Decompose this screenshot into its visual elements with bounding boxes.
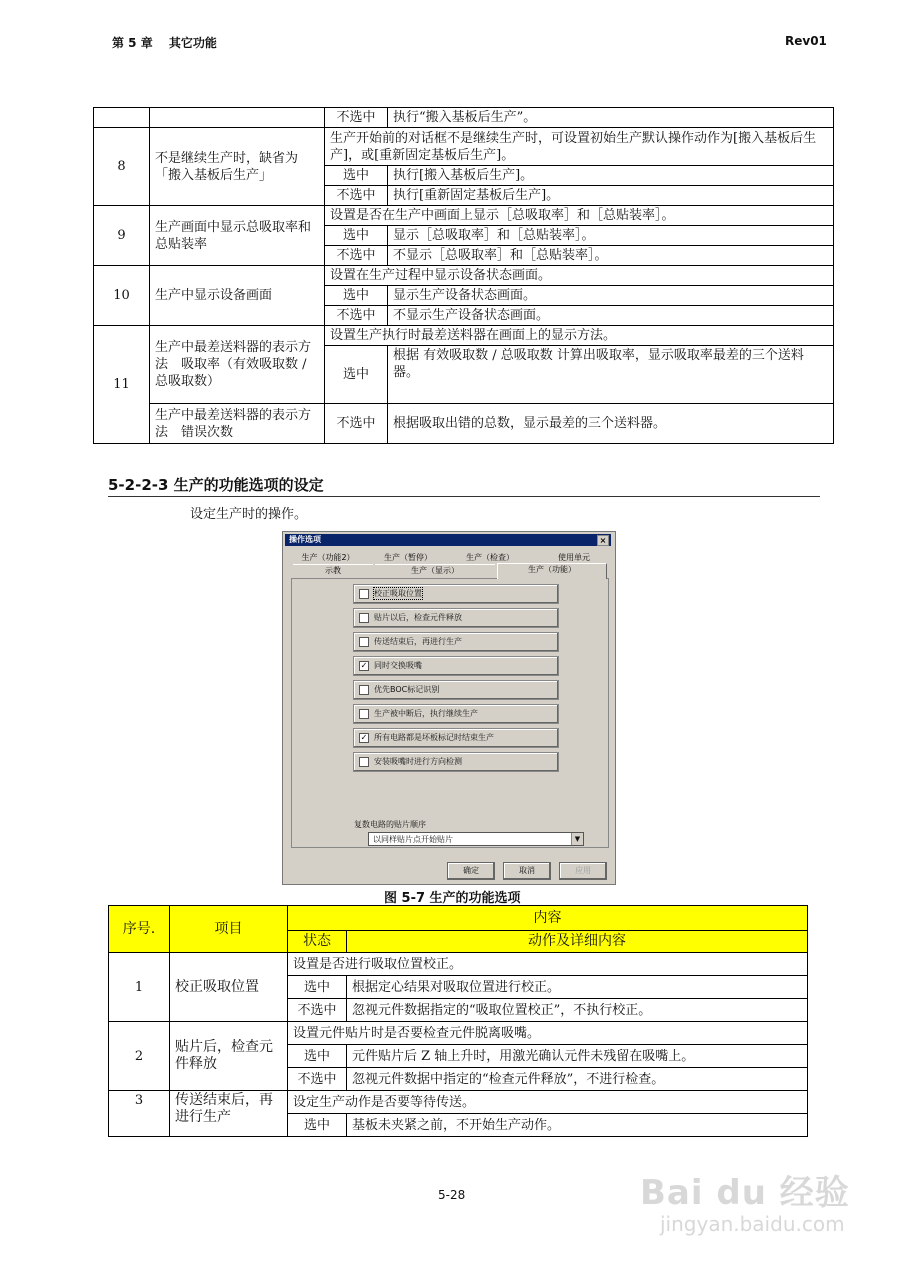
state-cell: 选中 bbox=[325, 346, 388, 404]
tab-production-function2[interactable]: 生产（功能2） bbox=[301, 553, 355, 562]
desc-cell: 设置生产执行时最差送料器在画面上的显示方法。 bbox=[325, 326, 834, 346]
state-cell: 不选中 bbox=[325, 404, 388, 444]
detail-cell: 根据定心结果对吸取位置进行校正。 bbox=[347, 976, 808, 999]
detail-cell: 元件贴片后 Z 轴上升时，用激光确认元件未残留在吸嘴上。 bbox=[347, 1045, 808, 1068]
row-number: 10 bbox=[94, 266, 150, 326]
tab-production-pause[interactable]: 生产（暂停） bbox=[384, 553, 432, 562]
row-number: 3 bbox=[109, 1091, 170, 1137]
header-content: 内容 bbox=[288, 906, 808, 931]
detail-cell: 不显示［总吸取率］和［总贴装率］。 bbox=[388, 246, 834, 266]
row-number: 1 bbox=[109, 953, 170, 1022]
detail-cell: 执行[重新固定基板后生产]。 bbox=[388, 186, 834, 206]
item-cell: 生产中最差送料器的表示方法 吸取率（有效吸取数 / 总吸取数） bbox=[150, 326, 325, 404]
detail-cell: 忽视元件数据指定的“吸取位置校正”，不执行校正。 bbox=[347, 999, 808, 1022]
desc-cell: 设置是否进行吸取位置校正。 bbox=[288, 953, 808, 976]
operation-options-dialog bbox=[282, 531, 616, 885]
option-row[interactable] bbox=[353, 680, 559, 700]
detail-cell: 基板未夹紧之前，不开始生产动作。 bbox=[347, 1114, 808, 1137]
item-cell: 生产画面中显示总吸取率和总贴装率 bbox=[150, 206, 325, 266]
item-cell: 生产中显示设备画面 bbox=[150, 266, 325, 326]
order-select[interactable] bbox=[368, 832, 584, 846]
row-number: 11 bbox=[94, 326, 150, 444]
detail-cell: 根据 有效吸取数 / 总吸取数 计算出吸取率，显示吸取率最差的三个送料器。 bbox=[388, 346, 834, 404]
checkbox[interactable] bbox=[359, 589, 369, 599]
section-heading: 5-2-2-3 生产的功能选项的设定 bbox=[108, 476, 324, 494]
state-cell: 选中 bbox=[325, 166, 388, 186]
desc-cell: 设置在生产过程中显示设备状态画面。 bbox=[325, 266, 834, 286]
item-cell: 传送结束后，再进行生产 bbox=[170, 1091, 288, 1137]
option-row[interactable] bbox=[353, 728, 559, 748]
desc-cell: 设置是否在生产中画面上显示［总吸取率］和［总贴装率］。 bbox=[325, 206, 834, 226]
state-cell: 选中 bbox=[288, 1114, 347, 1137]
option-row[interactable] bbox=[353, 608, 559, 628]
row-number: 2 bbox=[109, 1022, 170, 1091]
checkbox[interactable] bbox=[359, 757, 369, 767]
option-label: 生产被中断后，执行继续生产 bbox=[374, 709, 478, 718]
checkbox[interactable] bbox=[359, 709, 369, 719]
checkbox[interactable]: ✓ bbox=[360, 733, 368, 742]
state-cell: 选中 bbox=[325, 286, 388, 306]
section-intro: 设定生产时的操作。 bbox=[190, 507, 308, 522]
state-cell: 不选中 bbox=[325, 306, 388, 326]
option-label: 优先BOC标记识别 bbox=[374, 685, 440, 694]
apply-button[interactable]: 应用 bbox=[559, 862, 607, 880]
dialog-title: 操作选项 bbox=[289, 535, 321, 544]
state-cell: 选中 bbox=[288, 1045, 347, 1068]
tab-production-function[interactable]: 生产（功能） bbox=[497, 563, 607, 579]
state-cell: 不选中 bbox=[288, 1068, 347, 1091]
page-number: 5-28 bbox=[438, 1188, 466, 1202]
detail-cell: 根据吸取出错的总数，显示最差的三个送料器。 bbox=[388, 404, 834, 444]
tab-use-unit[interactable]: 使用单元 bbox=[558, 553, 590, 562]
header-item: 项目 bbox=[170, 906, 288, 953]
option-row[interactable] bbox=[353, 752, 559, 772]
revision-label: Rev01 bbox=[785, 34, 827, 48]
function-options-table bbox=[108, 905, 808, 1137]
section-rule bbox=[108, 496, 820, 497]
option-label: 安装吸嘴时进行方向检测 bbox=[374, 757, 462, 766]
detail-cell: 忽视元件数据中指定的“检查元件释放”，不进行检查。 bbox=[347, 1068, 808, 1091]
option-label: 传送结束后，再进行生产 bbox=[374, 637, 462, 646]
checkbox[interactable] bbox=[359, 685, 369, 695]
detail-cell: 显示［总吸取率］和［总贴装率］。 bbox=[388, 226, 834, 246]
tab-teaching[interactable]: 示教 bbox=[293, 564, 373, 576]
header-no: 序号. bbox=[109, 906, 170, 953]
item-cell: 不是继续生产时，缺省为「搬入基板后生产」 bbox=[150, 128, 325, 206]
desc-cell: 生产开始前的对话框不是继续生产时，可设置初始生产默认操作动作为[搬入基板后生产]，或[重新固定基板后生产]。 bbox=[325, 128, 834, 166]
state-cell: 不选中 bbox=[325, 246, 388, 266]
tab-panel bbox=[291, 578, 609, 848]
ok-button[interactable]: 确定 bbox=[447, 862, 495, 880]
option-label: 贴片以后，检查元件释放 bbox=[374, 613, 462, 622]
order-label: 复数电路的贴片顺序 bbox=[354, 820, 426, 829]
detail-cell: 执行[搬入基板后生产]。 bbox=[388, 166, 834, 186]
watermark-logo: Bai du 经验 bbox=[640, 1173, 850, 1213]
checkbox[interactable] bbox=[359, 613, 369, 623]
desc-cell: 设置元件贴片时是否要检查元件脱离吸嘴。 bbox=[288, 1022, 808, 1045]
option-label: 同时交换吸嘴 bbox=[374, 661, 422, 670]
order-select-value: 以同样贴片点开始贴片 bbox=[373, 835, 453, 844]
item-cell: 贴片后，检查元件释放 bbox=[170, 1022, 288, 1091]
row-number: 8 bbox=[94, 128, 150, 206]
dialog-title-bar bbox=[285, 534, 611, 546]
watermark-url: jingyan.baidu.com bbox=[660, 1212, 845, 1236]
option-row[interactable] bbox=[353, 656, 559, 676]
state-cell: 不选中 bbox=[325, 108, 388, 128]
tab-production-check[interactable]: 生产（检查） bbox=[466, 553, 514, 562]
item-cell: 校正吸取位置 bbox=[170, 953, 288, 1022]
option-row[interactable] bbox=[353, 704, 559, 724]
option-label: 所有电路都是坏板标记时结束生产 bbox=[374, 733, 494, 742]
tab-production-display[interactable]: 生产（显示） bbox=[375, 564, 495, 576]
options-table-continued bbox=[93, 107, 834, 444]
state-cell: 不选中 bbox=[288, 999, 347, 1022]
checkbox[interactable]: ✓ bbox=[360, 661, 368, 670]
state-cell: 选中 bbox=[288, 976, 347, 999]
option-row[interactable] bbox=[353, 584, 559, 604]
header-state: 状态 bbox=[288, 931, 347, 953]
cancel-button[interactable]: 取消 bbox=[503, 862, 551, 880]
option-label: 校正吸取位置 bbox=[374, 589, 422, 598]
desc-cell: 设定生产动作是否要等待传送。 bbox=[288, 1091, 808, 1114]
header-detail: 动作及详细内容 bbox=[347, 931, 808, 953]
detail-cell: 执行“搬入基板后生产”。 bbox=[388, 108, 834, 128]
item-cell: 生产中最差送料器的表示方法 错误次数 bbox=[150, 404, 325, 444]
chapter-title: 第 5 章 其它功能 bbox=[112, 36, 217, 50]
close-icon[interactable]: × bbox=[597, 535, 609, 546]
chevron-down-icon[interactable]: ▼ bbox=[571, 833, 583, 845]
option-row[interactable] bbox=[353, 632, 559, 652]
state-cell: 选中 bbox=[325, 226, 388, 246]
state-cell: 不选中 bbox=[325, 186, 388, 206]
detail-cell: 显示生产设备状态画面。 bbox=[388, 286, 834, 306]
detail-cell: 不显示生产设备状态画面。 bbox=[388, 306, 834, 326]
row-number: 9 bbox=[94, 206, 150, 266]
checkbox[interactable] bbox=[359, 637, 369, 647]
figure-caption: 图 5-7 生产的功能选项 bbox=[384, 891, 521, 906]
